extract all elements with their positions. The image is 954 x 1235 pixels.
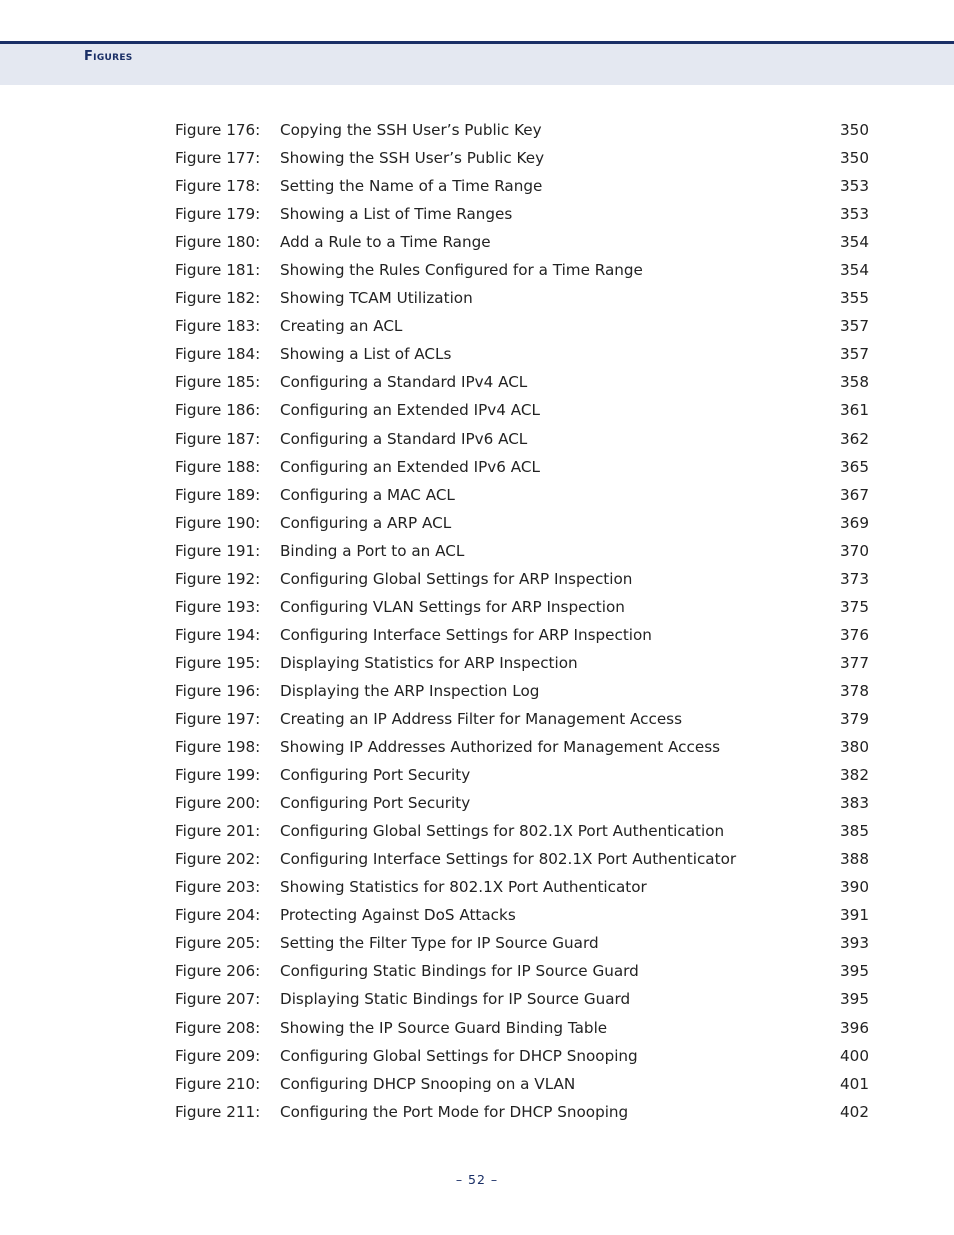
- figure-number: Figure 204:: [175, 906, 261, 925]
- list-item[interactable]: [175, 1100, 875, 1128]
- figure-number: Figure 207:: [175, 990, 261, 1009]
- page-ref[interactable]: 393: [840, 934, 869, 953]
- page-ref[interactable]: 376: [840, 625, 869, 644]
- list-item[interactable]: [175, 1044, 875, 1072]
- list-item[interactable]: [175, 735, 875, 763]
- page-ref[interactable]: 395: [840, 962, 869, 981]
- figure-number: Figure 199:: [175, 766, 261, 785]
- page-ref[interactable]: 369: [840, 513, 869, 532]
- figure-number: Figure 193:: [175, 597, 261, 616]
- figure-title[interactable]: Configuring Interface Settings for ARP Inspection: [280, 625, 652, 644]
- figure-title[interactable]: Displaying the ARP Inspection Log: [280, 681, 540, 700]
- figure-number: Figure 211:: [175, 1102, 261, 1121]
- figure-title[interactable]: Configuring the Port Mode for DHCP Snooping: [280, 1102, 629, 1121]
- list-item[interactable]: [175, 230, 875, 258]
- page-ref[interactable]: 382: [840, 766, 869, 785]
- figure-number: Figure 177:: [175, 149, 261, 168]
- page-ref[interactable]: 357: [840, 317, 869, 336]
- running-header: [0, 41, 954, 85]
- figure-title[interactable]: Configuring VLAN Settings for ARP Inspection: [280, 597, 625, 616]
- list-item[interactable]: [175, 847, 875, 875]
- figure-title[interactable]: Copying the SSH User’s Public Key: [280, 121, 542, 139]
- figure-number: Figure 185:: [175, 373, 261, 392]
- page-ref[interactable]: 350: [840, 121, 869, 139]
- figure-title[interactable]: Configuring Global Settings for DHCP Snooping: [280, 1046, 638, 1065]
- figure-number: Figure 209:: [175, 1046, 261, 1065]
- list-item[interactable]: [175, 959, 875, 987]
- section-title: Figures: [84, 49, 133, 64]
- list-item[interactable]: [175, 146, 875, 174]
- figure-title[interactable]: Showing TCAM Utilization: [280, 289, 473, 308]
- page-ref[interactable]: 401: [840, 1074, 869, 1093]
- figure-title[interactable]: Configuring Global Settings for 802.1X Port Authentication: [280, 822, 725, 841]
- page-ref[interactable]: 388: [840, 850, 869, 869]
- list-item[interactable]: [175, 1016, 875, 1044]
- list-item[interactable]: [175, 427, 875, 455]
- figure-number: Figure 208:: [175, 1018, 261, 1037]
- page-ref[interactable]: 370: [840, 541, 869, 560]
- figure-number: Figure 188:: [175, 457, 261, 476]
- page-ref[interactable]: 362: [840, 429, 869, 448]
- figure-title[interactable]: Configuring Static Bindings for IP Source Guard: [280, 962, 639, 981]
- figure-number: Figure 180:: [175, 233, 261, 252]
- page-ref[interactable]: 379: [840, 709, 869, 728]
- figure-number: Figure 191:: [175, 541, 261, 560]
- list-item[interactable]: [175, 539, 875, 567]
- page-ref[interactable]: 357: [840, 345, 869, 364]
- figure-title[interactable]: Creating an ACL: [280, 317, 403, 336]
- page-ref[interactable]: 390: [840, 878, 869, 897]
- figure-title[interactable]: Add a Rule to a Time Range: [280, 233, 491, 252]
- figure-number: Figure 195:: [175, 653, 261, 672]
- list-item[interactable]: [175, 791, 875, 819]
- page-ref[interactable]: 353: [840, 177, 869, 196]
- figure-title[interactable]: Setting the Filter Type for IP Source Guard: [280, 934, 599, 953]
- figure-number: Figure 203:: [175, 878, 261, 897]
- figure-title[interactable]: Configuring Port Security: [280, 794, 471, 813]
- page-ref[interactable]: 400: [840, 1046, 869, 1065]
- page-number: – 52 –: [455, 1172, 499, 1187]
- figure-number: Figure 176:: [175, 121, 261, 139]
- page-ref[interactable]: 373: [840, 569, 869, 588]
- list-item[interactable]: [175, 623, 875, 651]
- page-ref[interactable]: 396: [840, 1018, 869, 1037]
- page-ref[interactable]: 350: [840, 149, 869, 168]
- figure-title[interactable]: Configuring Global Settings for ARP Inspection: [280, 569, 633, 588]
- figure-number: Figure 179:: [175, 205, 261, 224]
- list-item[interactable]: [175, 707, 875, 735]
- figure-number: Figure 210:: [175, 1074, 261, 1093]
- figure-number: Figure 198:: [175, 738, 261, 757]
- list-item[interactable]: [175, 903, 875, 931]
- figure-title[interactable]: Displaying Statistics for ARP Inspection: [280, 653, 578, 672]
- figure-title[interactable]: Configuring an Extended IPv4 ACL: [280, 401, 540, 420]
- list-item[interactable]: [175, 1072, 875, 1100]
- page-ref[interactable]: 353: [840, 205, 869, 224]
- figure-title[interactable]: Configuring Interface Settings for 802.1X Port Authenticator: [280, 850, 737, 869]
- page-ref[interactable]: 377: [840, 653, 869, 672]
- figure-title[interactable]: Showing the SSH User’s Public Key: [280, 149, 545, 168]
- figure-title[interactable]: Configuring a MAC ACL: [280, 485, 455, 504]
- figure-number: Figure 189:: [175, 485, 261, 504]
- page-ref[interactable]: 391: [840, 906, 869, 925]
- page-ref[interactable]: 375: [840, 597, 869, 616]
- figure-title[interactable]: Showing IP Addresses Authorized for Management Access: [280, 738, 721, 757]
- list-item[interactable]: [175, 679, 875, 707]
- page-ref[interactable]: 402: [840, 1102, 869, 1121]
- figure-title[interactable]: Configuring a ARP ACL: [280, 513, 452, 532]
- list-item[interactable]: [175, 174, 875, 202]
- figure-number: Figure 206:: [175, 962, 261, 981]
- figure-title[interactable]: Configuring a Standard IPv6 ACL: [280, 429, 528, 448]
- list-item[interactable]: [175, 398, 875, 426]
- figure-title[interactable]: Showing Statistics for 802.1X Port Authenticator: [280, 878, 647, 897]
- figure-title[interactable]: Showing the IP Source Guard Binding Table: [280, 1018, 608, 1037]
- page-ref[interactable]: 355: [840, 289, 869, 308]
- list-item[interactable]: [175, 819, 875, 847]
- figure-title[interactable]: Setting the Name of a Time Range: [280, 177, 543, 196]
- figure-number: Figure 187:: [175, 429, 261, 448]
- figure-title[interactable]: Configuring DHCP Snooping on a VLAN: [280, 1074, 576, 1093]
- list-item[interactable]: [175, 651, 875, 679]
- figure-title[interactable]: Configuring a Standard IPv4 ACL: [280, 373, 528, 392]
- page-ref[interactable]: 395: [840, 990, 869, 1009]
- page-ref[interactable]: 365: [840, 457, 869, 476]
- page-ref[interactable]: 354: [840, 261, 869, 280]
- list-item[interactable]: [175, 987, 875, 1015]
- page-ref[interactable]: 358: [840, 373, 869, 392]
- figure-number: Figure 183:: [175, 317, 261, 336]
- figure-title[interactable]: Displaying Static Bindings for IP Source Guard: [280, 990, 631, 1009]
- figure-number: Figure 197:: [175, 709, 261, 728]
- figure-title[interactable]: Configuring Port Security: [280, 766, 471, 785]
- page-ref[interactable]: 385: [840, 822, 869, 841]
- page-ref[interactable]: 367: [840, 485, 869, 504]
- page-ref[interactable]: 383: [840, 794, 869, 813]
- figure-title[interactable]: Configuring an Extended IPv6 ACL: [280, 457, 540, 476]
- figure-number: Figure 202:: [175, 850, 261, 869]
- figure-number: Figure 190:: [175, 513, 261, 532]
- list-item[interactable]: [175, 483, 875, 511]
- list-item[interactable]: [175, 342, 875, 370]
- page-ref[interactable]: 380: [840, 738, 869, 757]
- figure-number: Figure 201:: [175, 822, 261, 841]
- figure-number: Figure 196:: [175, 681, 261, 700]
- figure-title[interactable]: Showing a List of ACLs: [280, 345, 452, 364]
- figure-title[interactable]: Protecting Against DoS Attacks: [280, 906, 516, 925]
- list-item[interactable]: [175, 455, 875, 483]
- page-ref[interactable]: 378: [840, 681, 869, 700]
- figure-number: Figure 178:: [175, 177, 261, 196]
- figure-title[interactable]: Creating an IP Address Filter for Management Access: [280, 709, 682, 728]
- list-item[interactable]: [175, 511, 875, 539]
- list-item[interactable]: [175, 567, 875, 595]
- list-item[interactable]: [175, 763, 875, 791]
- page-ref[interactable]: 354: [840, 233, 869, 252]
- list-item[interactable]: [175, 314, 875, 342]
- list-item[interactable]: [175, 931, 875, 959]
- figure-number: Figure 192:: [175, 569, 261, 588]
- list-item[interactable]: [175, 258, 875, 286]
- figure-number: Figure 186:: [175, 401, 261, 420]
- list-item[interactable]: [175, 202, 875, 230]
- figure-number: Figure 200:: [175, 794, 261, 813]
- figure-title[interactable]: Showing a List of Time Ranges: [280, 205, 513, 224]
- figure-number: Figure 194:: [175, 625, 261, 644]
- list-item[interactable]: [175, 286, 875, 314]
- list-of-figures: [175, 118, 875, 1128]
- figure-number: Figure 181:: [175, 261, 261, 280]
- figure-title[interactable]: Showing the Rules Configured for a Time Range: [280, 261, 643, 280]
- figure-number: Figure 182:: [175, 289, 261, 308]
- page-ref[interactable]: 361: [840, 401, 869, 420]
- list-item[interactable]: [175, 595, 875, 623]
- figure-number: Figure 184:: [175, 345, 261, 364]
- list-item[interactable]: [175, 875, 875, 903]
- list-item[interactable]: [175, 118, 875, 146]
- list-item[interactable]: [175, 370, 875, 398]
- figure-title[interactable]: Binding a Port to an ACL: [280, 541, 465, 560]
- figure-number: Figure 205:: [175, 934, 261, 953]
